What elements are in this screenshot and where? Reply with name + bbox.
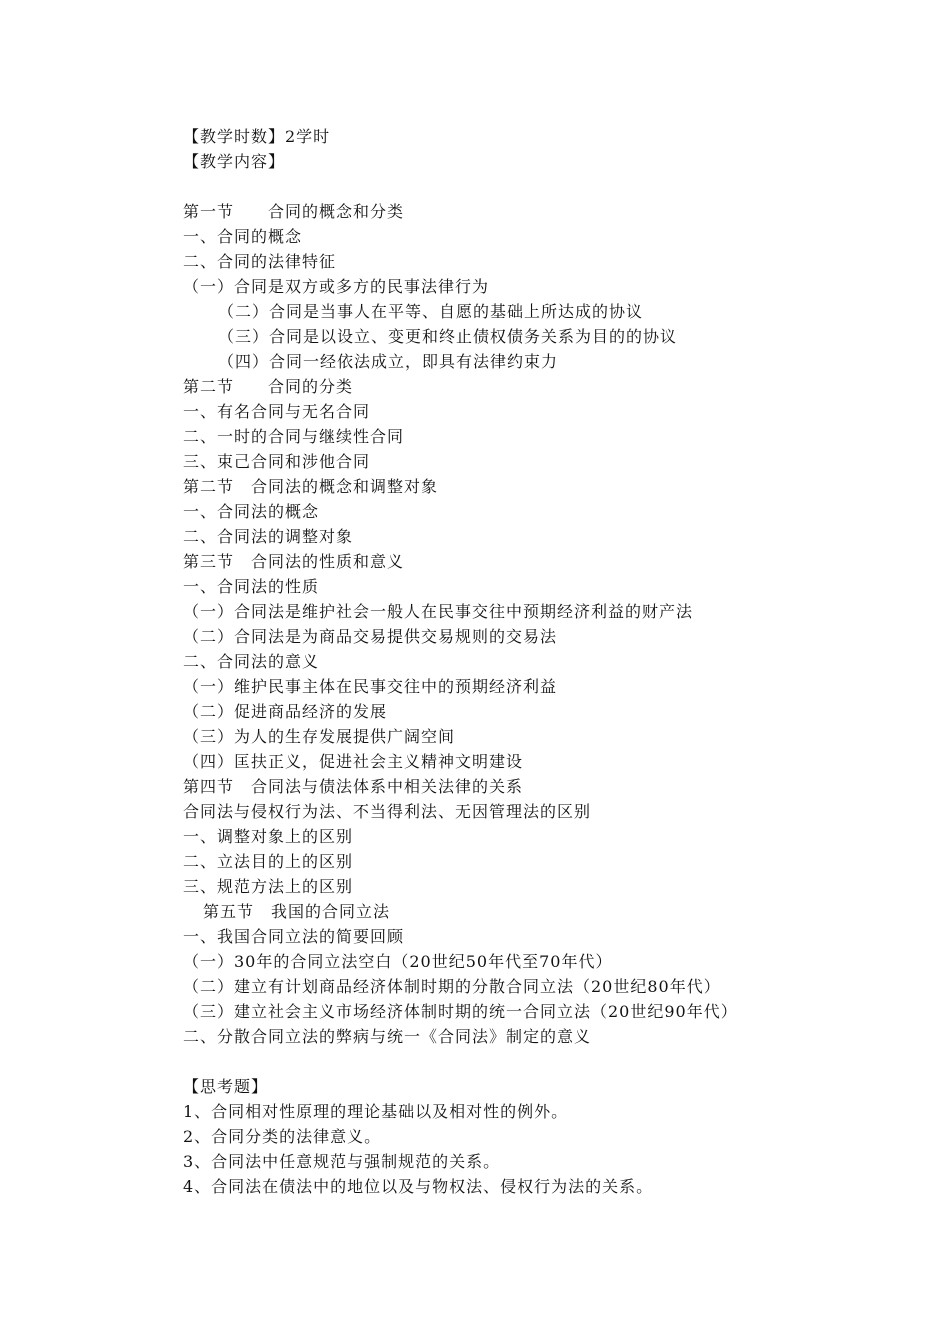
outline-item: 一、合同的概念 [183,227,303,246]
question-item: 2、合同分类的法律意义。 [183,1127,382,1146]
outline-item: 合同法与侵权行为法、不当得利法、无因管理法的区别 [183,802,592,821]
question-item: 4、合同法在债法中的地位以及与物权法、侵权行为法的关系。 [183,1177,654,1196]
outline-item: 一、合同法的概念 [183,502,320,521]
outline-subitem: （二）促进商品经济的发展 [183,702,388,721]
outline-subitem: （一）30年的合同立法空白（20世纪50年代至70年代） [183,952,613,971]
outline-item: 二、一时的合同与继续性合同 [183,427,405,446]
outline-subitem: （一）维护民事主体在民事交往中的预期经济利益 [183,677,558,696]
outline-item: 二、合同法的意义 [183,652,320,671]
questions-heading: 【思考题】 [183,1077,269,1096]
outline-subitem: （一）合同是双方或多方的民事法律行为 [183,277,490,296]
outline-subitem: （二）建立有计划商品经济体制时期的分散合同立法（20世纪80年代） [183,977,721,996]
outline-item: 二、立法目的上的区别 [183,852,354,871]
outline-subitem: （四）匡扶正义，促进社会主义精神文明建设 [183,752,524,771]
outline-subitem: （三）合同是以设立、变更和终止债权债务关系为目的的协议 [218,327,678,346]
section-heading: 第二节 合同法的概念和调整对象 [183,477,439,496]
outline-item: 一、有名合同与无名合同 [183,402,371,421]
section-heading: 第一节 合同的概念和分类 [183,202,405,221]
question-item: 3、合同法中任意规范与强制规范的关系。 [183,1152,501,1171]
section-heading: 第五节 我国的合同立法 [203,902,391,921]
outline-subitem: （四）合同一经依法成立，即具有法律约束力 [218,352,559,371]
outline-item: 二、合同法的调整对象 [183,527,354,546]
question-item: 1、合同相对性原理的理论基础以及相对性的例外。 [183,1102,569,1121]
outline-item: 三、束己合同和涉他合同 [183,452,371,471]
outline-subitem: （一）合同法是维护社会一般人在民事交往中预期经济利益的财产法 [183,602,694,621]
outline-item: 三、规范方法上的区别 [183,877,354,896]
outline-item: 一、合同法的性质 [183,577,320,596]
outline-item: 二、合同的法律特征 [183,252,337,271]
section-heading: 第二节 合同的分类 [183,377,354,396]
outline-subitem: （二）合同是当事人在平等、自愿的基础上所达成的协议 [218,302,644,321]
section-heading: 第三节 合同法的性质和意义 [183,552,405,571]
outline-item: 一、调整对象上的区别 [183,827,354,846]
outline-subitem: （三）建立社会主义市场经济体制时期的统一合同立法（20世纪90年代） [183,1002,738,1021]
teaching-hours: 【教学时数】2学时 [183,127,331,146]
outline-item: 一、我国合同立法的简要回顾 [183,927,405,946]
section-heading: 第四节 合同法与债法体系中相关法律的关系 [183,777,524,796]
teaching-content-heading: 【教学内容】 [183,152,286,171]
outline-subitem: （二）合同法是为商品交易提供交易规则的交易法 [183,627,558,646]
outline-item: 二、分散合同立法的弊病与统一《合同法》制定的意义 [183,1027,592,1046]
outline-subitem: （三）为人的生存发展提供广阔空间 [183,727,456,746]
